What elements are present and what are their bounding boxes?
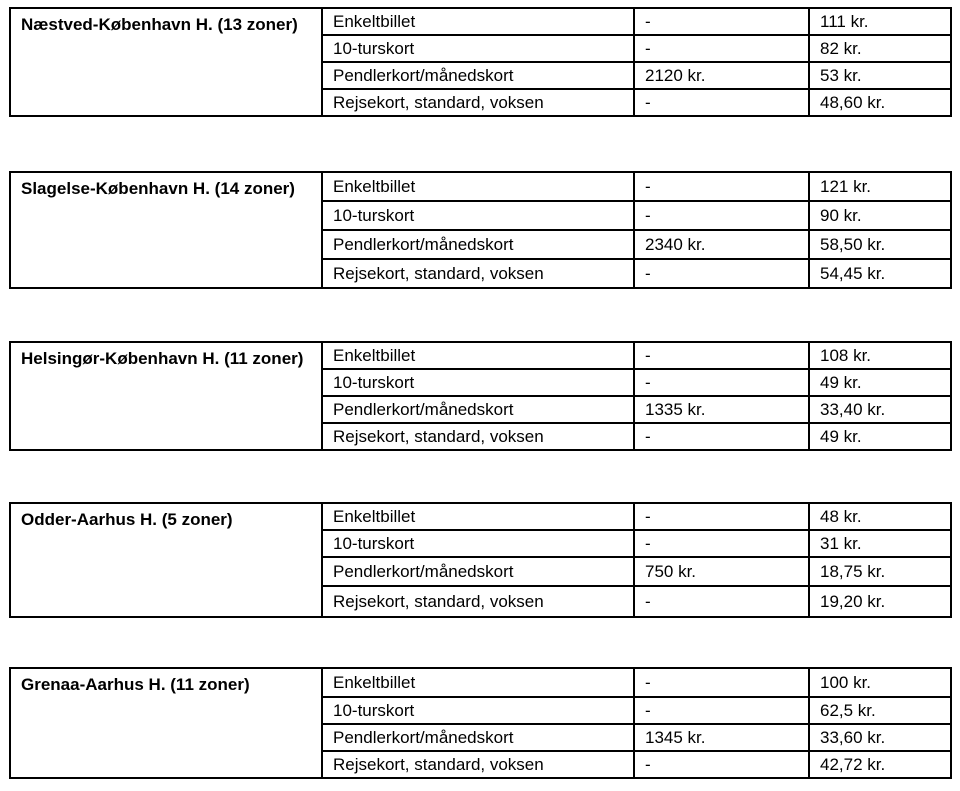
monthly-price: - [634, 503, 809, 530]
monthly-price: - [634, 668, 809, 697]
ticket-type: Enkeltbillet [322, 503, 634, 530]
trip-price: 49 kr. [809, 369, 951, 396]
monthly-price: - [634, 89, 809, 116]
trip-price: 31 kr. [809, 530, 951, 557]
trip-price: 19,20 kr. [809, 586, 951, 617]
monthly-price: 1345 kr. [634, 724, 809, 751]
route-name: Grenaa-Aarhus H. (11 zoner) [10, 668, 322, 778]
trip-price: 48 kr. [809, 503, 951, 530]
trip-price: 58,50 kr. [809, 230, 951, 259]
trip-price: 111 kr. [809, 8, 951, 35]
ticket-type: Enkeltbillet [322, 8, 634, 35]
monthly-price: 1335 kr. [634, 396, 809, 423]
fare-table-odder [9, 502, 952, 618]
route-name: Næstved-København H. (13 zoner) [10, 8, 322, 116]
trip-price: 82 kr. [809, 35, 951, 62]
fare-table-grenaa [9, 667, 952, 779]
ticket-type: Enkeltbillet [322, 668, 634, 697]
ticket-type: Rejsekort, standard, voksen [322, 586, 634, 617]
ticket-type: Enkeltbillet [322, 342, 634, 369]
ticket-type: Pendlerkort/månedskort [322, 724, 634, 751]
fare-table-naestved [9, 7, 952, 117]
monthly-price: - [634, 201, 809, 230]
trip-price: 49 kr. [809, 423, 951, 450]
ticket-type: Pendlerkort/månedskort [322, 557, 634, 586]
ticket-type: Pendlerkort/månedskort [322, 396, 634, 423]
trip-price: 90 kr. [809, 201, 951, 230]
ticket-type: Rejsekort, standard, voksen [322, 259, 634, 288]
trip-price: 62,5 kr. [809, 697, 951, 724]
table-row [10, 8, 951, 35]
monthly-price: - [634, 8, 809, 35]
ticket-type: 10-turskort [322, 530, 634, 557]
route-name: Helsingør-København H. (11 zoner) [10, 342, 322, 450]
table-row [10, 668, 951, 697]
ticket-type: Rejsekort, standard, voksen [322, 423, 634, 450]
fare-table-slagelse [9, 171, 952, 289]
trip-price: 53 kr. [809, 62, 951, 89]
ticket-type: 10-turskort [322, 369, 634, 396]
trip-price: 121 kr. [809, 172, 951, 201]
monthly-price: - [634, 423, 809, 450]
ticket-type: Rejsekort, standard, voksen [322, 751, 634, 778]
table-row [10, 342, 951, 369]
ticket-type: 10-turskort [322, 201, 634, 230]
monthly-price: - [634, 586, 809, 617]
table-row [10, 172, 951, 201]
monthly-price: - [634, 259, 809, 288]
monthly-price: 750 kr. [634, 557, 809, 586]
trip-price: 18,75 kr. [809, 557, 951, 586]
ticket-type: Pendlerkort/månedskort [322, 62, 634, 89]
trip-price: 54,45 kr. [809, 259, 951, 288]
trip-price: 108 kr. [809, 342, 951, 369]
ticket-type: 10-turskort [322, 35, 634, 62]
trip-price: 42,72 kr. [809, 751, 951, 778]
trip-price: 100 kr. [809, 668, 951, 697]
monthly-price: - [634, 751, 809, 778]
trip-price: 33,60 kr. [809, 724, 951, 751]
route-name: Slagelse-København H. (14 zoner) [10, 172, 322, 288]
trip-price: 33,40 kr. [809, 396, 951, 423]
trip-price: 48,60 kr. [809, 89, 951, 116]
table-row [10, 503, 951, 530]
monthly-price: - [634, 342, 809, 369]
monthly-price: - [634, 530, 809, 557]
monthly-price: - [634, 172, 809, 201]
monthly-price: - [634, 35, 809, 62]
monthly-price: 2120 kr. [634, 62, 809, 89]
monthly-price: 2340 kr. [634, 230, 809, 259]
ticket-type: 10-turskort [322, 697, 634, 724]
fare-table-helsingor [9, 341, 952, 451]
ticket-type: Enkeltbillet [322, 172, 634, 201]
ticket-type: Rejsekort, standard, voksen [322, 89, 634, 116]
monthly-price: - [634, 369, 809, 396]
monthly-price: - [634, 697, 809, 724]
ticket-type: Pendlerkort/månedskort [322, 230, 634, 259]
route-name: Odder-Aarhus H. (5 zoner) [10, 503, 322, 617]
